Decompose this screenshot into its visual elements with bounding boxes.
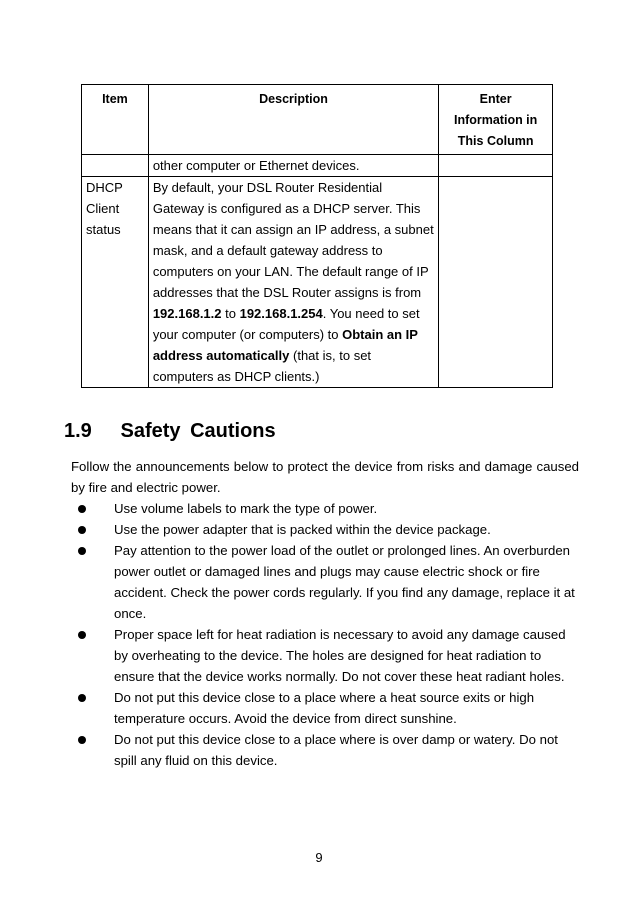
bullet-dot-icon xyxy=(78,694,86,702)
item-label-line: Client xyxy=(86,201,120,216)
list-item-text: Use volume labels to mark the type of power. xyxy=(114,501,378,516)
list-item xyxy=(71,540,583,624)
list-item xyxy=(71,687,583,729)
list-item-text: Pay attention to the power load of the outlet or prolonged lines. An overburden power outlet or damaged lines and plugs may cause electric shock or fire accident. Check the power cords regularly. If you find any damage, replace it at once. xyxy=(114,543,575,621)
obtain-ip-phrase: Obtain an IP address automatically xyxy=(152,327,418,363)
bullet-dot-icon xyxy=(78,631,86,639)
ip-range-end: 192.168.1.254 xyxy=(239,306,323,321)
section-heading xyxy=(64,420,276,443)
description-text: . You need to set your computer (or computers) to xyxy=(152,306,420,342)
info-table xyxy=(81,84,553,388)
item-cell xyxy=(82,155,149,177)
table-row xyxy=(82,155,553,177)
bullet-dot-icon xyxy=(78,736,86,744)
list-item-text: Do not put this device close to a place where is over damp or watery. Do not spill any fluid on this device. xyxy=(114,732,558,768)
header-enter-info xyxy=(439,85,553,155)
header-enter-info-line: This Column xyxy=(457,134,534,148)
item-label-line: DHCP xyxy=(86,180,123,195)
section-title: Safety Cautions xyxy=(120,420,276,442)
description-text: to xyxy=(221,306,240,321)
list-item xyxy=(71,729,583,771)
header-description: Description xyxy=(148,85,438,155)
ip-range-start: 192.168.1.2 xyxy=(152,306,222,321)
table-row xyxy=(82,177,553,388)
description-text: (that is, to set computers as DHCP clients.) xyxy=(152,348,372,384)
header-enter-info-line: Information in xyxy=(453,113,538,127)
bullet-dot-icon xyxy=(78,526,86,534)
section-intro: Follow the announcements below to protect the device from risks and damage caused by fire and electric power. xyxy=(71,459,579,495)
header-item: Item xyxy=(82,85,149,155)
list-item xyxy=(71,624,583,687)
page-number: 9 xyxy=(315,850,323,865)
header-enter-info-line: Enter xyxy=(479,92,512,106)
caution-list xyxy=(71,498,583,771)
list-item xyxy=(71,519,583,540)
description-text: By default, your DSL Router Residential Gateway is configured as a DHCP server. This means that it can assign an IP address, a subnet mask, and a default gateway address to computers on your LAN. The default range of IP addresses that the DSL Router assigns is from xyxy=(152,180,434,300)
list-item xyxy=(71,498,583,519)
list-item-text: Do not put this device close to a place where a heat source exits or high temperature occurs. Avoid the device from direct sunshine. xyxy=(114,690,535,726)
list-item-text: Use the power adapter that is packed within the device package. xyxy=(114,522,491,537)
section-number: 1.9 xyxy=(64,420,92,442)
item-cell xyxy=(82,177,149,388)
list-item-text: Proper space left for heat radiation is necessary to avoid any damage caused by overheating to the device. The holes are designed for heat radiation to ensure that the device works normally. Do not cover these heat radiant holes. xyxy=(114,627,566,684)
enter-info-cell xyxy=(439,177,553,388)
enter-info-cell xyxy=(439,155,553,177)
description-cell xyxy=(148,177,438,388)
bullet-dot-icon xyxy=(78,547,86,555)
bullet-dot-icon xyxy=(78,505,86,513)
item-label-line: status xyxy=(86,222,121,237)
table-header-row xyxy=(82,85,553,155)
description-cell: other computer or Ethernet devices. xyxy=(148,155,438,177)
